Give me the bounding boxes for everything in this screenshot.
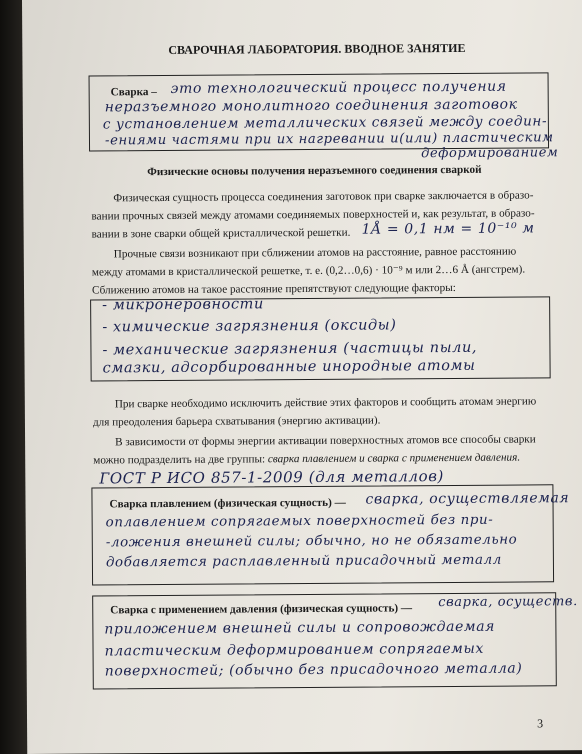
definition-hw-line-4: -ениями частями при их нагревании и(или) пластическим (104, 130, 554, 149)
para3-line-1: При сварке необходимо исключить действие этих факторов и сообщить атомам энергию (114, 395, 537, 411)
para2-line-3: Сближению атомов на такое расстояние препятствуют следующие факторы: (91, 281, 456, 297)
para4-line-1: В зависимости от формы энергии активации поверхностных атомов все способы сварки (115, 433, 536, 449)
page-number: 3 (537, 716, 544, 731)
para1-line-1: Физическая сущность процесса соединения заготовок при сварке заключается в образо- (113, 189, 534, 205)
fusion-label: Сварка плавлением (физическая сущность) — (109, 496, 346, 511)
gost-note: ГОСТ Р ИСО 857-1-2009 (для металлов) (99, 467, 445, 488)
pressure-hw-line-1: сварка, осуществ. (438, 594, 578, 611)
pressure-label: Сварка с применением давления (физическая сущность) — (110, 602, 413, 617)
fusion-hw-line-2: оплавлением сопрягаемых поверхностей без при- (105, 512, 494, 531)
definition-hw-line-3: с установлением металлических связей между соедин- (102, 113, 548, 133)
factor-2: - химические загрязнения (оксиды) (102, 317, 397, 336)
para1-line-2: вании прочных связей между атомами соединяемых поверхностей и, как результат, в образо- (91, 207, 535, 223)
definition-hw-line-2: неразъемного монолитного соединения заготовок (104, 96, 518, 116)
definition-term: Сварка – (110, 86, 157, 99)
factor-3: - механические загрязнения (частицы пыли, (102, 339, 478, 359)
para3-line-2: для преодоления барьера схватывания (энергию активации). (92, 414, 381, 429)
para4-text: можно подразделить на две группы: (93, 453, 266, 467)
section-heading: Физические основы получения неразъемного соединения сваркой (147, 163, 482, 179)
document-page (22, 0, 582, 754)
para1-line-3: вании в зоне сварки общей кристаллической решетки. (91, 226, 351, 241)
para2-line-2: между атомами в кристаллической решетке, т. е. (0,2…0,6) · 10⁻⁹ м или 2…6 Å (ангстрем). (91, 263, 526, 279)
fusion-hw-line-1: сварка, осуществляемая (365, 490, 570, 508)
definition-hw-line-5: деформированием (421, 145, 559, 162)
angstrom-note: 1Å = 0,1 нм = 10⁻¹⁰ м (361, 220, 535, 238)
page-title: СВАРОЧНАЯ ЛАБОРАТОРИЯ. ВВОДНОЕ ЗАНЯТИЕ (168, 40, 466, 57)
fusion-hw-line-4: добавляется расплавленный присадочный металл (105, 552, 502, 571)
pressure-hw-line-4: поверхностей; (обычно без присадочного металла) (104, 660, 523, 680)
definition-hw-line-1: это технологический процесс получения (170, 78, 507, 97)
para4-italic: сварка плавлением и сварка с применением давления. (267, 451, 521, 466)
para2-line-1: Прочные связи возникают при сближении атомов на расстояние, равное расстоянию (113, 245, 517, 261)
para4-line-2 (93, 451, 520, 468)
pressure-hw-line-3: пластическим деформированием сопрягаемых (104, 640, 485, 660)
factor-1: - микронеровности (102, 296, 265, 314)
factor-4: смазки, адсорбированные инородные атомы (102, 357, 476, 377)
pressure-hw-line-2: приложением внешней силы и сопровождаемая (104, 618, 496, 638)
fusion-hw-line-3: -ложения внешней силы; обычно, но не обязательно (105, 532, 518, 551)
